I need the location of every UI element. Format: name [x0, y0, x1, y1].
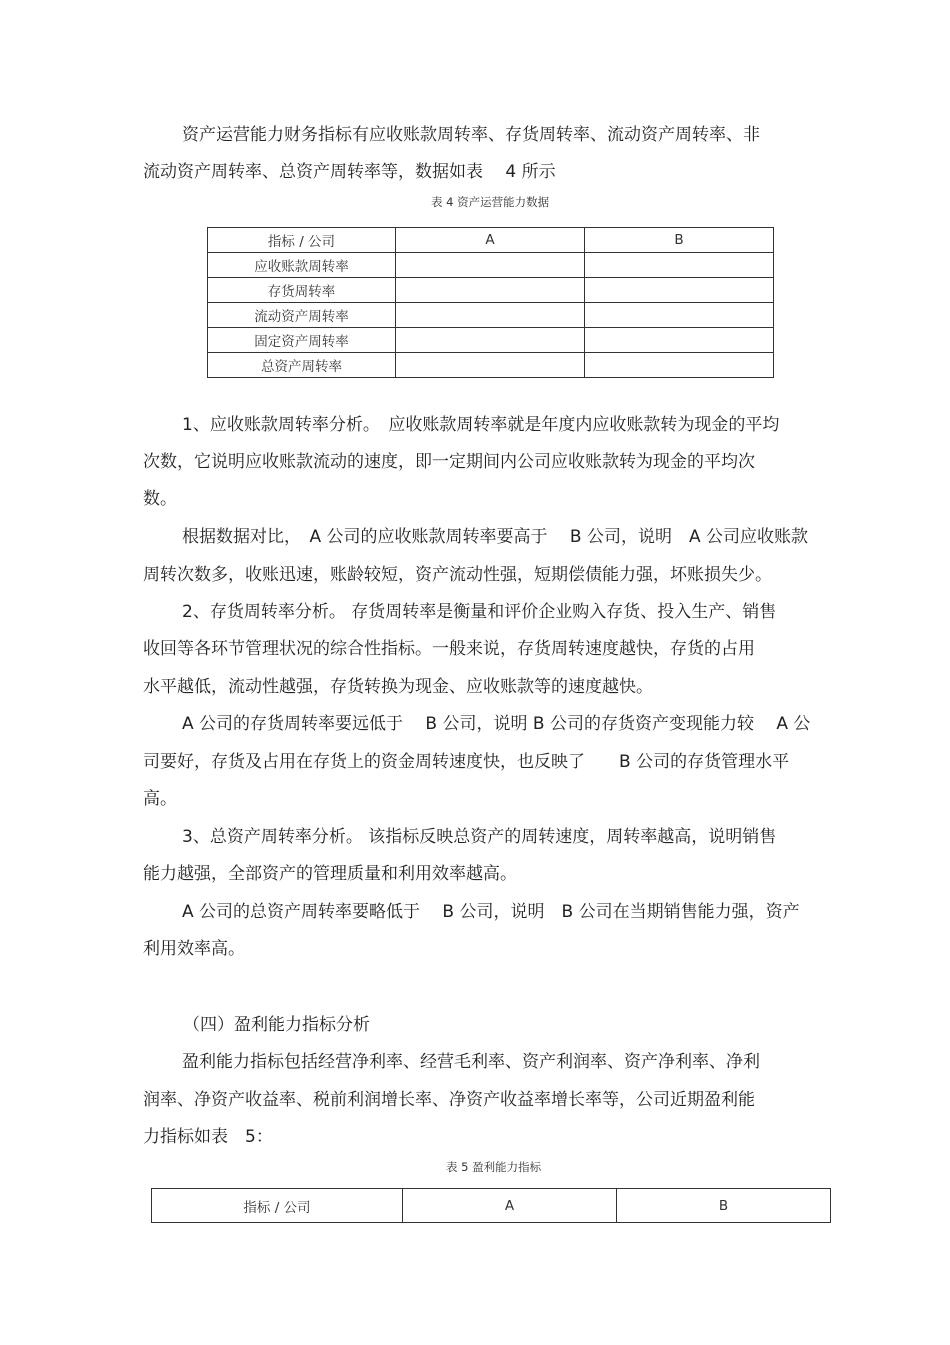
table-header-cell: 指标 / 公司 [152, 1189, 403, 1223]
table-cell [396, 328, 585, 353]
paragraph-line: 流动资产周转率、总资产周转率等，数据如表 4 所示 [143, 162, 556, 182]
paragraph-line: 周转次数多，收账迅速，账龄较短，资产流动性强，短期偿债能力强，坏账损失少。 [143, 565, 772, 585]
table-cell [585, 303, 774, 328]
table4-caption: 表 4 资产运营能力数据 [431, 195, 550, 209]
table-cell [585, 328, 774, 353]
table-cell [585, 278, 774, 303]
table-cell [396, 278, 585, 303]
paragraph-line: 水平越低，流动性越强，存货转换为现金、应收账款等的速度越快。 [143, 677, 653, 697]
table-row [208, 228, 774, 253]
paragraph-line: 利用效率高。 [143, 939, 245, 959]
table-header-cell: A [403, 1189, 617, 1223]
paragraph-line: 润率、净资产收益率、税前利润增长率、净资产收益率增长率等，公司近期盈利能 [143, 1090, 755, 1110]
table-cell: 存货周转率 [208, 278, 396, 303]
table-row [208, 353, 774, 378]
table-row [208, 303, 774, 328]
table-row [152, 1189, 831, 1223]
table-cell [585, 253, 774, 278]
paragraph-line: 2、存货周转率分析。 存货周转率是衡量和评价企业购入存货、投入生产、销售 [182, 602, 777, 622]
paragraph-line: 数。 [143, 489, 177, 509]
paragraph-line: 司要好，存货及占用在存货上的资金周转速度快，也反映了 B 公司的存货管理水平 [143, 752, 790, 772]
paragraph-line: 盈利能力指标包括经营净利率、经营毛利率、资产利润率、资产净利率、净利 [182, 1052, 760, 1072]
table-header-cell: B [617, 1189, 831, 1223]
table-cell [396, 353, 585, 378]
paragraph-line: 资产运营能力财务指标有应收账款周转率、存货周转率、流动资产周转率、非 [182, 125, 760, 145]
paragraph-line: 次数，它说明应收账款流动的速度，即一定期间内公司应收账款转为现金的平均次 [143, 452, 755, 472]
paragraph-line: 高。 [143, 789, 177, 809]
table5 [151, 1188, 831, 1223]
table-row [208, 278, 774, 303]
table-header-cell: A [396, 228, 585, 253]
paragraph-line: 收回等各环节管理状况的综合性指标。一般来说，存货周转速度越快，存货的占用 [143, 639, 755, 659]
paragraph-line: A 公司的存货周转率要远低于 B 公司，说明 B 公司的存货资产变现能力较 A 公 [182, 714, 811, 734]
paragraph-line: 1、应收账款周转率分析。 应收账款周转率就是年度内应收账款转为现金的平均 [182, 415, 780, 435]
table-header-cell: 指标 / 公司 [208, 228, 396, 253]
table-cell [396, 303, 585, 328]
table-cell: 应收账款周转率 [208, 253, 396, 278]
table-row [208, 253, 774, 278]
paragraph-line: A 公司的总资产周转率要略低于 B 公司，说明 B 公司在当期销售能力强，资产 [182, 902, 800, 922]
table4 [207, 227, 774, 378]
paragraph-line: 3、总资产周转率分析。 该指标反映总资产的周转速度，周转率越高，说明销售 [182, 827, 777, 847]
section-heading: （四）盈利能力指标分析 [183, 1015, 370, 1035]
table-row [208, 328, 774, 353]
table-cell [396, 253, 585, 278]
table-cell [585, 353, 774, 378]
table-cell: 总资产周转率 [208, 353, 396, 378]
paragraph-line: 能力越强，全部资产的管理质量和利用效率越高。 [143, 864, 517, 884]
table-cell: 流动资产周转率 [208, 303, 396, 328]
table-header-cell: B [585, 228, 774, 253]
table-cell: 固定资产周转率 [208, 328, 396, 353]
table5-caption: 表 5 盈利能力指标 [446, 1160, 542, 1174]
paragraph-line: 根据数据对比， A 公司的应收账款周转率要高于 B 公司，说明 A 公司应收账款 [182, 527, 809, 547]
paragraph-line: 力指标如表 5： [143, 1127, 273, 1147]
